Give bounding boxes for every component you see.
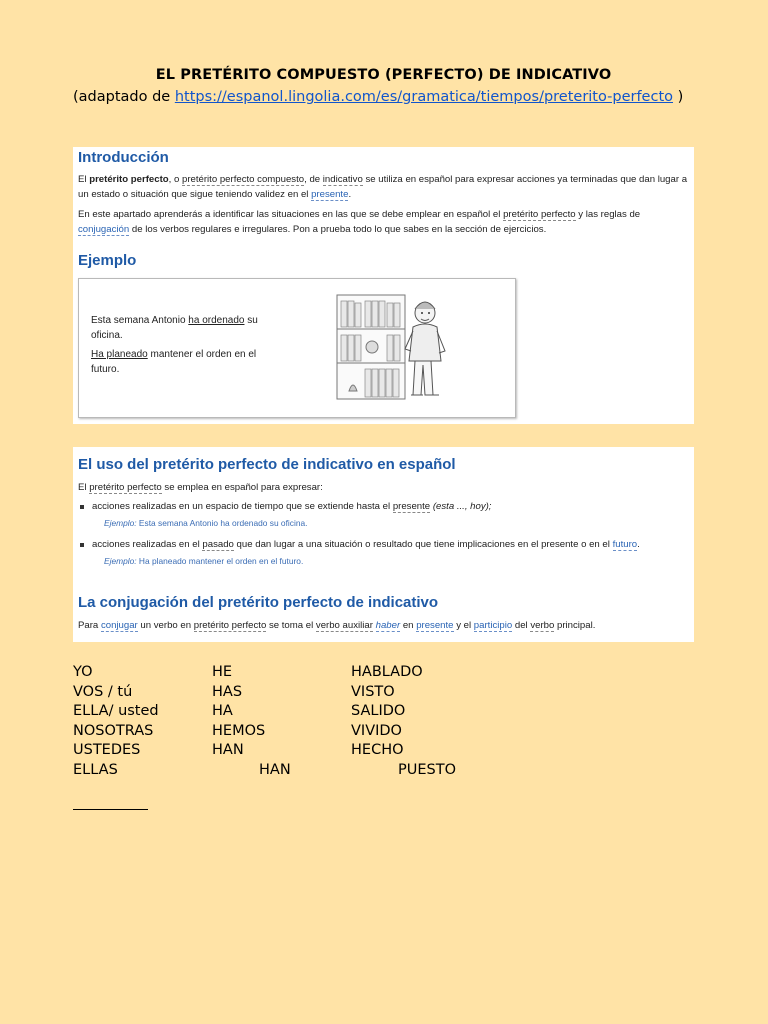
link-presente[interactable]: presente [311, 189, 349, 200]
text: en [400, 620, 417, 631]
text: El [78, 174, 90, 185]
pronoun-cell: YO [73, 664, 93, 680]
source-line [73, 88, 698, 107]
text: . [348, 189, 352, 200]
intro-paragraph-2 [78, 207, 688, 237]
glossary-term[interactable]: pretérito perfecto [89, 482, 162, 493]
text: , o [168, 174, 182, 185]
source-suffix: ) [673, 89, 684, 105]
text: del [512, 620, 531, 631]
glossary-term[interactable]: pretérito perfecto [193, 620, 267, 631]
table-row [73, 683, 533, 703]
glossary-term[interactable]: pasado [202, 539, 234, 550]
link-presente[interactable]: presente [416, 620, 454, 631]
table-row [73, 761, 533, 781]
text: El [78, 482, 90, 493]
intro-paragraph-1 [78, 172, 688, 202]
list-item [78, 500, 688, 530]
auxiliary-cell: HEMOS [212, 722, 266, 739]
text: que dan lugar a una situación o resultado que tiene implicaciones en el presente o en el [233, 539, 613, 550]
glossary-term[interactable]: indicativo [322, 174, 363, 185]
list-item [78, 538, 688, 568]
example-label: Ejemplo: [104, 518, 137, 528]
participle-cell: SALIDO [351, 703, 406, 719]
text: . [637, 539, 640, 550]
auxiliary-cell: HA [212, 703, 233, 719]
bullet-icon [80, 543, 84, 547]
text: Para [78, 620, 101, 631]
uso-list [78, 500, 688, 568]
heading-conjugacion: La conjugación del pretérito perfecto de indicativo [78, 594, 439, 611]
bullet-icon [80, 505, 84, 509]
text: mantener el orden en el futuro. [91, 349, 257, 375]
glossary-term[interactable]: pretérito perfecto [503, 209, 576, 220]
text: principal. [554, 620, 596, 631]
link-participio[interactable]: participio [473, 620, 513, 631]
auxiliary-cell: HAN [259, 761, 291, 778]
text: se emplea en español para expresar: [161, 482, 323, 493]
example-sentence-2 [91, 347, 276, 377]
link-conjugar[interactable]: conjugar [100, 620, 138, 631]
example-line [78, 555, 688, 568]
participle-cell: VISTO [351, 683, 395, 700]
example-sentence-1 [91, 313, 276, 343]
glossary-term[interactable]: verbo [530, 620, 555, 631]
example-line [78, 517, 688, 530]
example-label: Ejemplo: [104, 556, 137, 566]
page-title: EL PRETÉRITO COMPUESTO (PERFECTO) DE INDICATIVO [155, 67, 612, 83]
blank-answer-line [73, 809, 148, 810]
link-haber[interactable]: haber [375, 620, 401, 631]
text: se toma el [266, 620, 316, 631]
source-link[interactable]: https://espanol.lingolia.com/es/gramatica/tiempos/preterito-perfecto [174, 89, 674, 105]
text: (esta ..., hoy); [432, 501, 492, 512]
example-box [78, 278, 516, 418]
glossary-term[interactable]: pretérito perfecto compuesto [181, 174, 305, 185]
man-with-bookshelf-illustration [335, 291, 453, 403]
table-row [73, 722, 533, 742]
auxiliary-cell: HAN [212, 742, 244, 758]
link-futuro[interactable]: futuro [612, 539, 638, 550]
pronoun-cell: ELLA/ usted [73, 703, 159, 719]
table-row [73, 702, 533, 722]
text: acciones realizadas en el [92, 539, 203, 550]
table-row [73, 663, 533, 683]
verb-highlight: Ha planeado [91, 349, 148, 360]
text: y el [453, 620, 474, 631]
source-prefix: (adaptado de [73, 89, 175, 105]
text: y las reglas de [575, 209, 641, 220]
uso-intro [78, 480, 688, 495]
example-text [91, 313, 276, 381]
heading-introduccion: Introducción [78, 149, 169, 166]
glossary-term[interactable]: presente [392, 501, 431, 512]
glossary-term[interactable]: verbo auxiliar [315, 620, 373, 631]
heading-ejemplo: Ejemplo [78, 252, 137, 269]
participle-cell: HECHO [351, 742, 404, 758]
conjugacion-paragraph [78, 618, 688, 633]
text: En este apartado aprenderás a identificar las situaciones en las que se debe emplear en español el [78, 209, 504, 220]
text: , de [304, 174, 323, 185]
link-conjugacion[interactable]: conjugación [78, 224, 130, 235]
text: acciones realizadas en un espacio de tiempo que se extiende hasta el [92, 501, 393, 512]
pronoun-cell: ELLAS [73, 761, 118, 778]
intro-panel [73, 147, 694, 424]
pronoun-cell: VOS / tú [73, 683, 133, 700]
participle-cell: PUESTO [398, 761, 456, 778]
heading-uso: El uso del pretérito perfecto de indicativo en español [78, 456, 456, 473]
text: se utiliza en español para expresar acciones ya terminadas que dan lugar a un estado o situación que sigue teniendo validez en el [78, 174, 688, 200]
pronoun-cell: NOSOTRAS [73, 722, 154, 739]
text: Ha planeado mantener el orden en el futuro. [136, 556, 304, 566]
auxiliary-cell: HE [212, 664, 233, 680]
verb-highlight: ha ordenado [188, 315, 245, 326]
participle-cell: VIVIDO [351, 722, 402, 739]
conjugation-table [73, 663, 533, 780]
term-pretérito-perfecto: pretérito perfecto [89, 174, 169, 185]
table-row [73, 741, 533, 761]
pronoun-cell: USTEDES [73, 742, 141, 758]
participle-cell: HABLADO [351, 664, 423, 680]
text: Esta semana Antonio [91, 315, 189, 326]
uso-panel [73, 447, 694, 642]
auxiliary-cell: HAS [212, 683, 243, 700]
text: de los verbos regulares e irregulares. Pon a prueba todo lo que sabes en la sección de ejercicios. [129, 224, 547, 235]
text: Esta semana Antonio ha ordenado su oficina. [136, 518, 308, 528]
text: su oficina. [91, 315, 258, 341]
text: un verbo en [137, 620, 194, 631]
